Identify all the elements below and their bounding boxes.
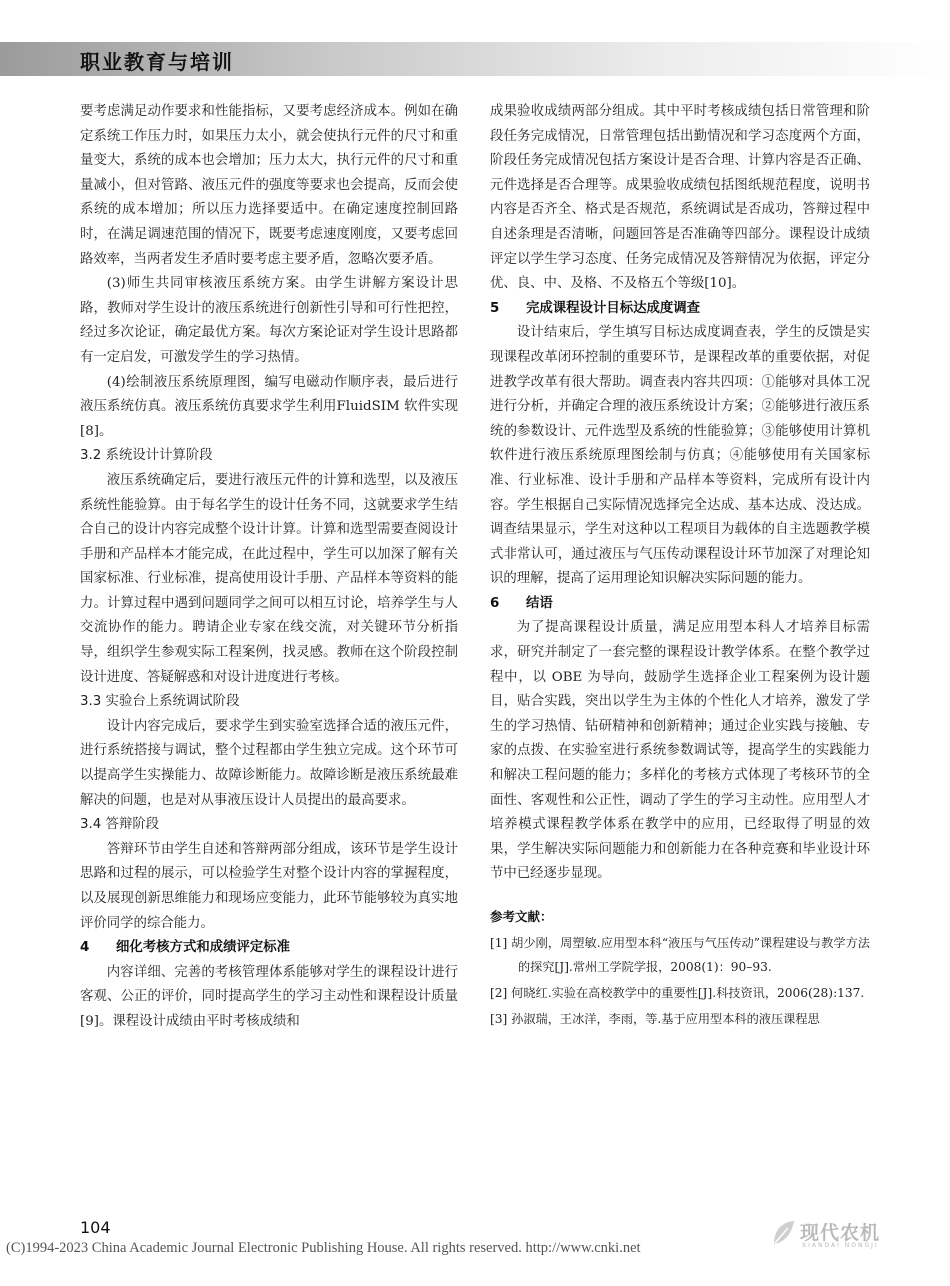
reference-item: [3] 孙淑瑞，王冰洋，李雨，等.基于应用型本科的液压课程思 (490, 1012, 820, 1026)
paragraph: (3)师生共同审核液压系统方案。由学生讲解方案设计思路，教师对学生设计的液压系统进行创新性引导和可行性把控，经过多次论证，确定最优方案。每次方案论证对学生设计思路都有一定启发，可激发学生的学习热情。 (80, 276, 458, 365)
paragraph: 为了提高课程设计质量，满足应用型本科人才培养目标需求，研究并制定了一套完整的课程设计教学体系。在整个教学过程中，以 OBE 为导向，鼓励学生选择企业工程案例为设计题目，贴合实践，突出以学生为主体的个性化人才培养，激发了学生的学习热情、钻研精神和创新精神；通过企业实践与接触、专家的点拨、在实验室进行系统参数调试等，提高学生的实践能力和解决工程问题的能力；多样化的考核方式体现了考核环节的全面性、客观性和公正性，调动了学生的学习主动性。应用型人才培养模式课程教学体系在教学中的应用，已经取得了明显的效果，学生解决实际问题能力和创新能力在各种竞赛和毕业设计环节中已经逐步显现。 (490, 620, 870, 882)
paragraph: 设计结束后，学生填写目标达成度调查表，学生的反馈是实现课程改革闭环控制的重要环节，是课程改革的重要依据，对促进教学改革有很大帮助。调查表内容共四项：①能够对具体工况进行分析，并确定合理的液压系统设计方案；②能够进行液压系统的参数设计、元件选型及系统的性能验算；③能够使用计算机软件进行液压系统原理图绘制与仿真；④能够使用有关国家标准、行业标准、设计手册和产品样本等资料，完成所有设计内容。学生根据自己实际情况选择完全达成、基本达成、没达成。调查结果显示，学生对这种以工程项目为载体的自主选题教学模式非常认可，通过液压与气压传动课程设计环节加深了对理论知识的理解，提高了运用理论知识解决实际问题的能力。 (490, 325, 870, 587)
watermark-text: 现代农机 (800, 1222, 881, 1244)
paragraph: 要考虑满足动作要求和性能指标，又要考虑经济成本。例如在确定系统工作压力时，如果压力太小，就会使执行元件的尺寸和重量变大，系统的成本也会增加；压力太大，执行元件的尺寸和重量减小，但对管路、液压元件的强度等要求也会提高，反而会使系统的成本增加；所以压力选择要适中。在确定速度控制回路时，在满足调速范围的情况下，既要考虑速度刚度，又要考虑回路效率，当两者发生矛盾时要考虑主要矛盾，忽略次要矛盾。 (80, 104, 458, 267)
subsection-heading: 3.4 答辩阶段 (80, 817, 160, 833)
copyright-footer: (C)1994-2023 China Academic Journal Electronic Publishing House. All rights reserved. http://www.cnki.net (6, 1240, 641, 1256)
watermark-logo (770, 1216, 880, 1256)
reference-item: [1] 胡少刚，周塑敏.应用型本科“液压与气压传动”课程建设与教学方法的探究[J].常州工学院学报，2008(1)：90–93. (490, 936, 870, 974)
section-heading (80, 936, 458, 961)
paragraph: 内容详细、完善的考核管理体系能够对学生的课程设计进行客观、公正的评价，同时提高学生的学习主动性和课程设计质量[9]。课程设计成绩由平时考核成绩和 (80, 964, 458, 1029)
section-number: 5 (490, 300, 500, 316)
paragraph: 答辩环节由学生自述和答辩两部分组成，该环节是学生设计思路和过程的展示，可以检验学生对整个设计内容的掌握程度，以及展现创新思维能力和现场应变能力，此环节能够较为真实地评价同学的综合能力。 (80, 841, 458, 931)
section-title: 细化考核方式和成绩评定标准 (116, 940, 291, 956)
section-number: 6 (490, 595, 500, 611)
right-column (490, 100, 870, 1033)
leaf-icon (770, 1218, 796, 1248)
section-title: 结语 (526, 595, 553, 611)
paragraph: (4)绘制液压系统原理图，编写电磁动作顺序表，最后进行液压系统仿真。液压系统仿真要求学生利用FluidSIM 软件实现[8]。 (80, 374, 458, 439)
section-number: 4 (80, 940, 90, 956)
journal-title: 职业教育与培训 (80, 50, 234, 74)
left-column (80, 100, 458, 1035)
paragraph: 设计内容完成后，要求学生到实验室选择合适的液压元件，进行系统搭接与调试，整个过程都由学生独立完成。这个环节可以提高学生实操能力、故障诊断能力。故障诊断是液压系统最难解决的问题，也是对从事液压设计人员提出的最高要求。 (80, 718, 458, 808)
page-number: 104 (80, 1218, 111, 1237)
watermark-subtext: XIANDAI NONGJI (802, 1242, 879, 1249)
reference-item: [2] 何晓红.实验在高校教学中的重要性[J].科技资讯，2006(28):137. (490, 986, 865, 1000)
section-heading (490, 297, 870, 322)
section-heading (490, 592, 870, 617)
subsection-heading: 3.3 实验台上系统调试阶段 (80, 694, 240, 710)
paragraph: 成果验收成绩两部分组成。其中平时考核成绩包括日常管理和阶段任务完成情况，日常管理包括出勤情况和学习态度两个方面，阶段任务完成情况包括方案设计是否合理、计算内容是否正确、元件选择是否合理等。成果验收成绩包括图纸规范程度，说明书内容是否齐全、格式是否规范，系统调试是否成功，答辩过程中自述条理是否清晰，问题回答是否准确等四部分。课程设计成绩评定以学生学习态度、任务完成情况及答辩情况为依据，评定分优、良、中、及格、不及格五个等级[10]。 (490, 104, 870, 292)
paragraph: 液压系统确定后，要进行液压元件的计算和选型，以及液压系统性能验算。由于每名学生的设计任务不同，这就要求学生结合自己的设计内容完成整个设计计算。计算和选型需要查阅设计手册和产品样本才能完成，在此过程中，学生可以加深了解有关国家标准、行业标准，提高使用设计手册、产品样本等资料的能力。计算过程中遇到问题同学之间可以相互讨论，培养学生与人交流协作的能力。聘请企业专家在线交流，对关键环节分析指导，组织学生参观实际工程案例，找灵感。教师在这个阶段控制设计进度、答疑解惑和对设计进度进行考核。 (80, 472, 458, 685)
references-title: 参考文献： (490, 909, 553, 924)
subsection-heading: 3.2 系统设计计算阶段 (80, 448, 213, 464)
section-title: 完成课程设计目标达成度调查 (526, 300, 701, 316)
